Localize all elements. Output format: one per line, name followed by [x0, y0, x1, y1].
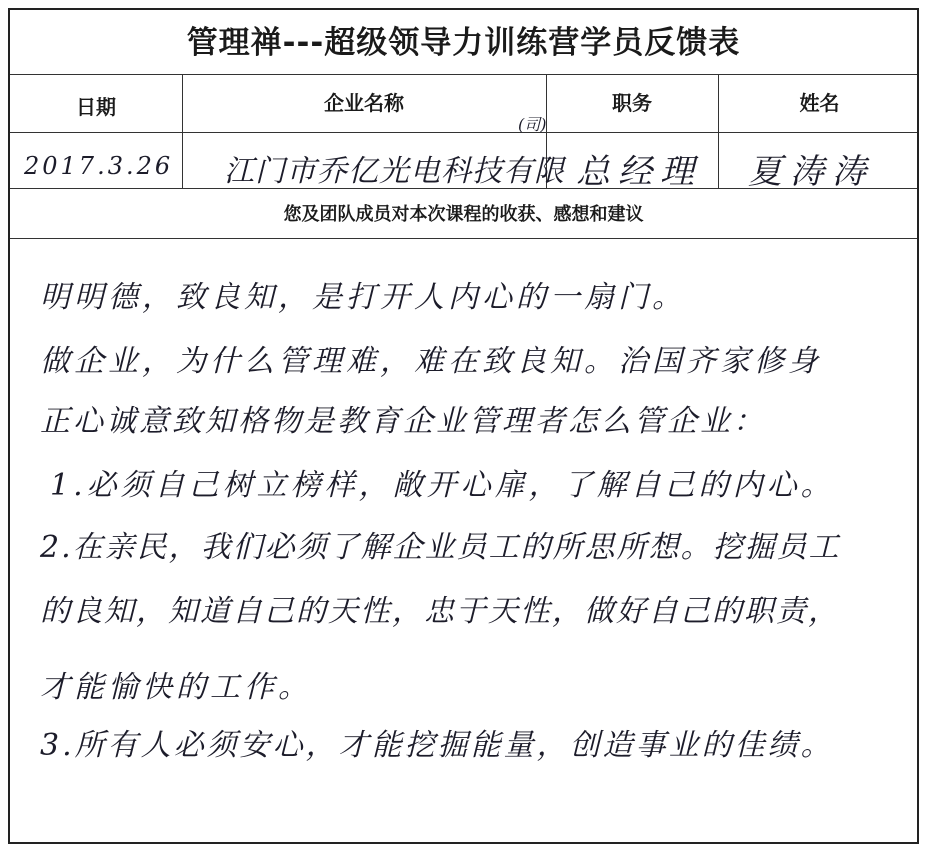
date-value: 2017.3.26: [24, 152, 174, 180]
divider: [10, 74, 917, 75]
header-name: 姓名: [799, 91, 840, 115]
company-suffix: (司): [518, 115, 547, 134]
feedback-line: 1.必须自己树立榜样，敞开心扉，了解自己的内心。: [50, 468, 835, 503]
company-value: 江门市乔亿光电科技有限: [224, 154, 565, 189]
feedback-line: 的良知，知道自己的天性，忠于天性，做好自己的职责，: [40, 594, 840, 629]
header-date: 日期: [76, 95, 116, 119]
feedback-line: 正心诚意致知格物是教育企业管理者怎么管企业：: [40, 404, 766, 439]
name-value: 夏涛涛: [748, 152, 874, 192]
feedback-prompt: 您及团队成员对本次课程的收获、感想和建议: [283, 204, 644, 225]
header-position: 职务: [612, 91, 652, 115]
header-company: 企业名称: [324, 91, 404, 115]
feedback-line: 3.所有人必须安心，才能挖掘能量，创造事业的佳绩。: [40, 728, 834, 763]
feedback-line: 做企业，为什么管理难，难在致良知。治国齐家修身: [40, 344, 822, 379]
divider: [10, 238, 917, 239]
position-value: 总经理: [576, 152, 702, 192]
feedback-form: [8, 8, 919, 844]
feedback-line: 才能愉快的工作。: [40, 670, 312, 705]
feedback-line: 2.在亲民，我们必须了解企业员工的所思所想。挖掘员工: [40, 530, 841, 565]
divider: [10, 132, 917, 133]
feedback-line: 明明德，致良知，是打开人内心的一扇门。: [40, 280, 686, 315]
form-title: 管理禅---超级领导力训练营学员反馈表: [186, 25, 741, 61]
